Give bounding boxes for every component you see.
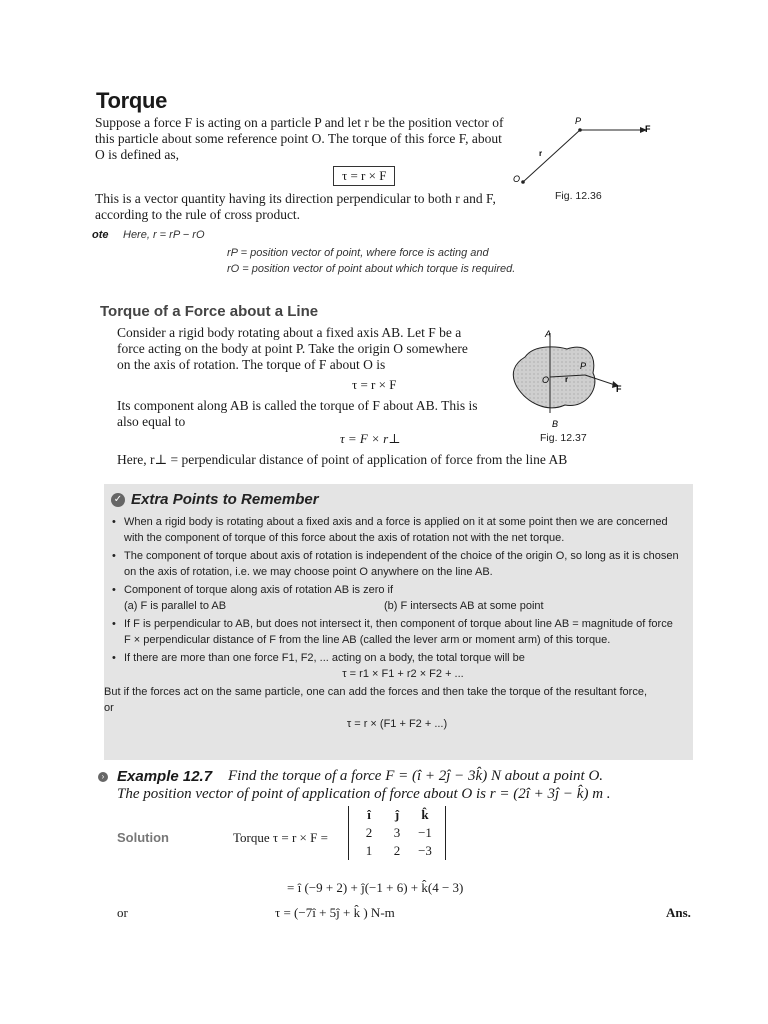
intro-paragraph — [95, 115, 515, 163]
fig1-label-p: P — [575, 116, 582, 126]
intro-line: Suppose a force F is acting on a particle P and let r be the position vector of — [95, 115, 504, 130]
final-answer: τ = (−7î + 5ĵ + k̂ ) N-m — [275, 905, 395, 920]
subsection-line: Consider a rigid body rotating about a fixed axis AB. Let F be a — [117, 325, 462, 340]
fig1-label-f: F — [645, 124, 651, 134]
subsection-eq2: τ = F × r⊥ — [340, 431, 401, 446]
matrix-cell: k̂ — [421, 807, 429, 822]
list-item-text: Component of torque along axis of rotation AB is zero if — [124, 584, 394, 596]
note-tag: ote — [92, 229, 109, 241]
list-item: • The component of torque about axis of rotation is independent of the choice of the origin O, so long as it is chosen on the axis of rotation, i.e. we may choose point O anywhere on the line AB. — [112, 548, 682, 580]
fig2-caption: Fig. 12.37 — [540, 432, 587, 444]
matrix-cell: −1 — [418, 825, 432, 840]
section-title: Torque — [96, 88, 168, 113]
list-item: • When a rigid body is rotating about a fixed axis and a force is applied on it at some point then we are concerned with the component of torque of this force about the axis of rotation not with the net torque. — [112, 514, 682, 546]
matrix-cell: −3 — [418, 843, 432, 858]
subsection-eq1: τ = r × F — [352, 377, 397, 392]
example-title: Example 12.7 — [117, 768, 213, 785]
torque-lhs: Torque τ = r × F = — [233, 830, 328, 845]
expansion-step: = î (−9 + 2) + ĵ(−1 + 6) + k̂(4 − 3) — [287, 880, 464, 895]
total-torque-eq: τ = r1 × F1 + r2 × F2 + ... — [342, 668, 464, 680]
matrix-cell: ĵ — [394, 807, 400, 822]
figure-12-36 — [505, 110, 665, 190]
subsection-line: also equal to — [117, 414, 186, 429]
subsection-line: Its component along AB is called the torque of F about AB. This is — [117, 398, 478, 413]
subsection-paragraph-2 — [117, 398, 497, 430]
tail-text: But if the forces act on the same particle, one can add the forces and then take the torque of the resultant force, — [104, 686, 647, 698]
figure-12-37 — [505, 325, 635, 435]
matrix-row — [355, 842, 439, 860]
tail-or: or — [104, 702, 114, 714]
determinant-matrix — [348, 806, 446, 860]
list-item: • If F is perpendicular to AB, but does not intersect it, then component of torque about line AB = magnitude of force F × perpendicular distance of F from the line AB (called the lever arm or moment arm) of this torque. — [112, 616, 682, 648]
matrix-cell: 2 — [393, 843, 401, 858]
matrix-row — [355, 824, 439, 842]
matrix-cell: 2 — [365, 825, 373, 840]
intro-line: O is defined as, — [95, 147, 179, 162]
fig1-label-r: r — [539, 149, 543, 158]
note-line: Here, r = rP − rO — [123, 229, 205, 241]
condition-b: (b) F intersects AB at some point — [384, 600, 544, 612]
fig1-label-o: O — [513, 174, 521, 184]
or-label: or — [117, 905, 128, 920]
subsection-title: Torque of a Force about a Line — [100, 303, 319, 320]
example-question-1: Find the torque of a force F = (î + 2ĵ − 3k̂) N about a point O. — [228, 768, 604, 784]
subsection-line: force acting on the body at point P. Take the origin O somewhere — [117, 341, 468, 356]
example-question-2: The position vector of point of application of force about O is r = (2î + 3ĵ − k̂) m . — [117, 786, 611, 802]
conditions-row — [124, 598, 682, 614]
fig2-label-b: B — [552, 419, 559, 429]
fig2-label-p: P — [580, 361, 587, 371]
list-item-text: If there are more than one force F1, F2, ... acting on a body, the total torque will be — [124, 652, 525, 664]
after-paragraph — [95, 191, 515, 223]
extra-points-title: Extra Points to Remember — [131, 491, 319, 508]
subsection-here: Here, r⊥ = perpendicular distance of point of application of force from the line AB — [117, 452, 568, 467]
matrix-cell: 1 — [365, 843, 373, 858]
solution-label: Solution — [117, 830, 169, 845]
matrix-cell: 3 — [393, 825, 401, 840]
after-line: This is a vector quantity having its direction perpendicular to both r and F, — [95, 191, 496, 206]
resultant-torque-eq: τ = r × (F1 + F2 + ...) — [346, 718, 448, 730]
intro-line: this particle about some reference point O. The torque of this force F, about — [95, 131, 502, 146]
matrix-row — [355, 806, 439, 824]
fig1-caption: Fig. 12.36 — [555, 190, 602, 202]
bullet-icon: › — [98, 772, 108, 782]
note-line: rP = position vector of point, where force is acting and — [227, 247, 489, 259]
matrix-table — [355, 806, 439, 860]
checkmark-icon: ✓ — [111, 493, 125, 507]
extra-points-list — [104, 514, 682, 732]
ans-label: Ans. — [666, 905, 691, 920]
note-line: rO = position vector of point about which torque is required. — [227, 263, 516, 275]
fig2-label-f: F — [616, 384, 622, 394]
after-line: according to the rule of cross product. — [95, 207, 301, 222]
definition-equation: τ = r × F — [333, 166, 395, 186]
subsection-paragraph — [117, 325, 497, 373]
list-item — [112, 582, 682, 614]
condition-a: (a) F is parallel to AB — [124, 600, 227, 612]
matrix-cell: î — [367, 807, 371, 822]
fig2-label-r: r — [565, 375, 569, 384]
list-item — [112, 650, 682, 682]
subsection-line: on the axis of rotation. The torque of F about O is — [117, 357, 386, 372]
fig2-label-a: A — [545, 329, 552, 339]
fig2-label-o: O — [542, 375, 550, 385]
